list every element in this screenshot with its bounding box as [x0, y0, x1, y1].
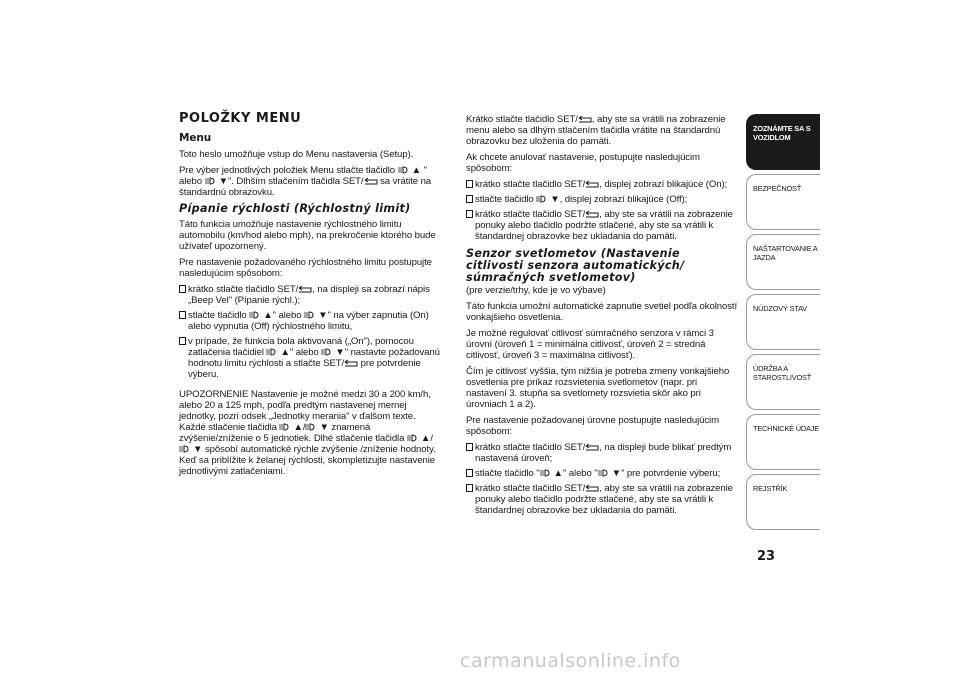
text: , na displeji bude blikať predtým nastavená úroveň;	[475, 442, 732, 464]
headlight-icon	[536, 195, 550, 203]
sensor-p1: Táto funkcia umožní automatické zapnutie svetiel podľa okolností vonkajšieho osvetlenia.	[466, 301, 738, 323]
text: znamená zvýšenie/zníženie o 5 jednotiek. Dlhé stlačenie tlačidla	[179, 422, 405, 444]
up-triangle-icon: ▲	[411, 165, 421, 176]
sensor-p4: Pre nastavenie požadovanej úrovne postupujte nasledujúcim spôsobom:	[466, 415, 719, 437]
return-paragraph	[466, 114, 738, 147]
return-arrow-icon	[298, 285, 312, 293]
tab-safety[interactable]	[746, 174, 820, 230]
sensor-p3: Čím je citlivosť vyššia, tým nižšia je potreba zmeny vonkajšieho osvetlenia pre príkaz rozsvietenia svetlometov (napr. pri nastavení 3. stupňa sa svetlomety rozsvietia skôr ako pri úrovniach 1 a 2).	[466, 366, 730, 410]
tab-vehicle[interactable]	[746, 114, 820, 170]
up-triangle-icon: ▲	[280, 347, 290, 358]
return-arrow-icon	[585, 180, 599, 188]
text: krátko stlačte tlačidlo SET/	[188, 284, 299, 295]
return-arrow-icon	[585, 210, 599, 218]
list-item	[466, 468, 738, 479]
tab-maintenance[interactable]	[746, 354, 820, 410]
headlight-icon	[398, 166, 412, 174]
headlight-icon	[540, 469, 554, 477]
warning-note: UPOZORNENIE Nastavenie je možné medzi 30 a 200 km/h, alebo 20 a 125 mph, podľa predtým nastavenej mernej jednotky, pozri odsek „Jednotky merania" v ďalšom texte. Každé stlačenie tlačidla ▲/ ▼ znamená zvýšenie/zníženie o 5 jednotiek. Dlhé stlačenie tlačidla ▲/ ▼ spôsobí automatické rýchle zvýšenie /zníženie hodnoty. Keď sa priblížite k želanej rýchlosti, skompletizujte nastavenie jednotlivými zatlačeniami.	[179, 389, 436, 477]
square-bullet-icon	[466, 484, 473, 492]
list-item	[466, 179, 738, 190]
square-bullet-icon	[179, 337, 186, 345]
square-bullet-icon	[466, 210, 473, 218]
chapter-tabs	[746, 114, 820, 534]
down-triangle-icon: ▼	[611, 468, 622, 479]
tab-label: ÚDRŽBA A STAROSTLIVOSŤ	[753, 364, 812, 382]
text: stlačte tlačidlo	[188, 310, 247, 321]
square-bullet-icon	[466, 195, 473, 203]
text: , displej zobrazí blikajúce (On);	[599, 179, 728, 190]
text: " alebo "	[562, 468, 598, 479]
square-bullet-icon	[466, 443, 473, 451]
tab-technical[interactable]	[746, 414, 820, 470]
text: " alebo	[289, 347, 319, 358]
headlight-icon	[305, 423, 319, 431]
tab-emergency[interactable]	[746, 294, 820, 350]
down-triangle-icon: ▼	[318, 310, 328, 321]
text: " nastavte požadovanú hodnotu limitu rýchlosti a stlačte SET/	[188, 347, 440, 369]
section-title: POLOŽKY MENU	[179, 111, 302, 126]
return-arrow-icon	[585, 443, 599, 451]
text: , aby ste sa vrátili na zobrazenie menu alebo sa dlhým stlačením tlačidla vrátite na štandardnú obrazovku bez uloženia do pamäti.	[466, 114, 726, 147]
text: sa vrátite na štandardnú obrazovku.	[179, 176, 432, 198]
tab-label: BEZPEČNOSŤ	[753, 184, 802, 193]
tab-label: ZOZNÁMTE SA S VOZIDLOM	[753, 124, 811, 142]
up-triangle-icon: ▲	[420, 433, 431, 444]
text: " alebo	[272, 310, 302, 321]
tab-index[interactable]	[746, 474, 820, 530]
headlight-icon	[598, 469, 612, 477]
speed-intro: Táto funkcia umožňuje nastavenie rýchlostného limitu automobilu (km/hod alebo mph), na prekročenie ktorého bude užívateľ upozornený.	[179, 219, 436, 252]
list-item	[466, 209, 738, 242]
speed-procedure-intro: Pre nastavenie požadovaného rýchlostného limitu postupujte nasledujúcim spôsobom:	[179, 257, 432, 279]
return-arrow-icon	[585, 484, 599, 492]
down-triangle-icon: ▼	[550, 194, 560, 205]
reset-intro: Ak chcete anulovať nastavenie, postupujte nasledujúcim spôsobom:	[466, 152, 700, 174]
headlight-icon	[266, 348, 280, 356]
tab-label: NAŠTARTOVANIE A JAZDA	[753, 244, 818, 262]
square-bullet-icon	[466, 469, 473, 477]
list-item	[466, 442, 738, 464]
headlight-icon	[179, 445, 193, 453]
square-bullet-icon	[179, 311, 186, 319]
down-triangle-icon: ▼	[319, 422, 329, 433]
text: UPOZORNENIE Nastavenie je možné medzi 30 a 200 km/h, alebo 20 a 125 mph, podľa predtým nastavenej mernej jednotky, pozri odsek „Jednotky merania" v ďalšom texte. Každé stlačenie tlačidla	[179, 389, 431, 433]
square-bullet-icon	[179, 285, 186, 293]
text: " pre potvrdenie výberu;	[621, 468, 721, 479]
headlight-icon	[321, 348, 335, 356]
text: v prípade, že funkcia bola aktivovaná („On"), pomocou zatlačenia tlačidiel	[188, 336, 414, 358]
text: krátko stlačte tlačidlo SET/	[475, 442, 586, 453]
sensor-availability: (pre verzie/trhy, kde je vo výbave)	[466, 285, 606, 296]
tab-label: REJSTŘÍK	[753, 484, 788, 493]
tab-label: TECHNICKÉ ÚDAJE	[753, 424, 819, 433]
right-column	[466, 114, 738, 520]
text: , aby ste sa vrátili na zobrazenie ponuky alebo tlačidlo podržte stlačené, aby ste sa vrátili k štandardnej obrazovke bez ukladania do pamäti.	[475, 209, 733, 242]
page-number: 23	[757, 549, 776, 564]
headlight-icon	[205, 177, 219, 185]
text: , displej zobrazí blikajúce (Off);	[559, 194, 688, 205]
list-item	[466, 194, 738, 205]
down-triangle-icon: ▼	[193, 444, 203, 455]
headlight-icon	[407, 434, 421, 442]
menu-heading: Menu	[179, 132, 212, 144]
text: " alebo	[179, 165, 427, 187]
text: Krátko stlačte tlačidlo SET/	[466, 114, 578, 125]
text: , aby ste sa vrátili na zobrazenie ponuky alebo tlačidlo podržte stlačené, aby ste sa vrátili k štandardnej obrazovke bez ukladania do pamäti.	[475, 483, 733, 516]
text: krátko stlačte tlačidlo SET/	[475, 483, 586, 494]
text: ". Dlhším stlačením tlačidla SET/	[227, 176, 364, 187]
text: Pre výber jednotlivých položiek Menu stlačte tlačidlo	[179, 165, 395, 176]
list-item	[179, 310, 444, 332]
text: stlačte tlačidlo	[475, 194, 534, 205]
list-item	[466, 483, 738, 516]
sensor-heading: Senzor svetlometov (Nastavenie citlivosti senzora automatických/ súmračných svetlometov)	[466, 247, 685, 284]
return-arrow-icon	[578, 115, 592, 123]
menu-intro: Toto heslo umožňuje vstup do Menu nastavenia (Setup).	[179, 149, 414, 160]
down-triangle-icon: ▼	[218, 176, 228, 187]
tab-driving[interactable]	[746, 234, 820, 290]
return-arrow-icon	[364, 177, 378, 185]
headlight-icon	[249, 311, 263, 319]
menu-instructions	[179, 165, 444, 198]
text: krátko stlačte tlačidlo SET/	[475, 209, 586, 220]
list-item	[179, 284, 444, 306]
left-column	[179, 112, 444, 482]
up-triangle-icon: ▲	[553, 468, 563, 479]
return-arrow-icon	[344, 359, 358, 367]
text: " na výber zapnutia (On) alebo vypnutia (Off) rýchlostného limitu,	[188, 310, 429, 332]
text: krátko stlačte tlačidlo SET/	[475, 179, 586, 190]
sensor-p2: Je možné regulovať citlivosť súmračného senzora v rámci 3 úrovní (úroveň 1 = minimálna citlivosť, úroveň 2 = stredná citlivosť, úroveň 3 = maximálna citlivosť).	[466, 328, 714, 361]
tab-label: NÚDZOVÝ STAV	[753, 304, 807, 313]
speed-heading: Pípanie rýchlosti (Rýchlostný limit)	[179, 202, 411, 215]
headlight-icon	[279, 423, 293, 431]
text: spôsobí automatické rýchle zvýšenie /zníženie hodnoty. Keď sa priblížite k želanej rýchlosti, skompletizujte nastavenie jednotlivými zatlačeniami.	[179, 444, 436, 477]
watermark: carmanualsonline.info	[460, 650, 681, 672]
text: pre potvrdenie výberu.	[188, 358, 421, 380]
text: , na displeji sa zobrazí nápis „Beep Vel" (Pípanie rýchl.);	[188, 284, 430, 306]
text: stlačte tlačidlo "	[475, 468, 540, 479]
down-triangle-icon: ▼	[335, 347, 345, 358]
up-triangle-icon: ▲	[263, 310, 273, 321]
headlight-icon	[304, 311, 318, 319]
up-triangle-icon: ▲	[293, 422, 303, 433]
square-bullet-icon	[466, 180, 473, 188]
list-item	[179, 336, 444, 380]
